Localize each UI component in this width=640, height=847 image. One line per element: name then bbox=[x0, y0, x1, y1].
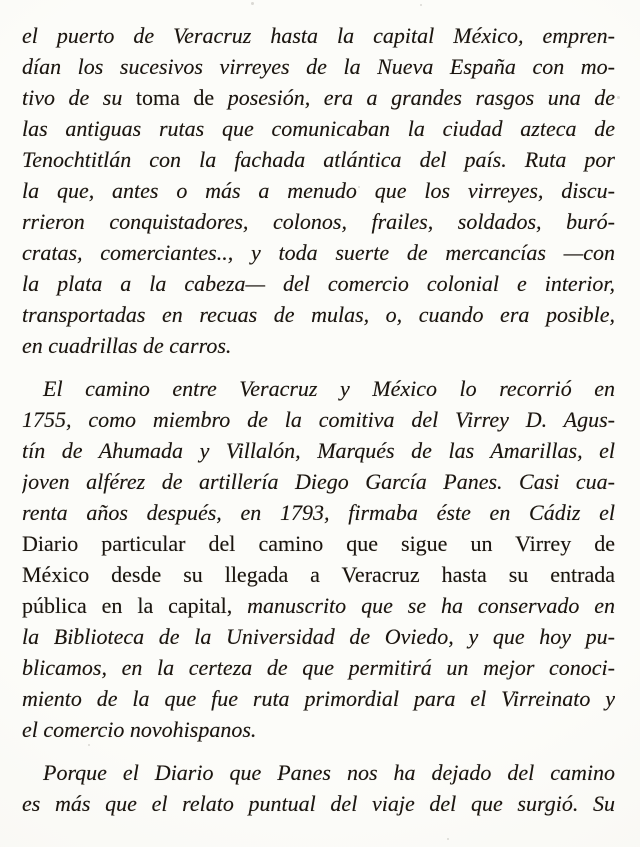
text-line bbox=[22, 590, 615, 621]
text-line bbox=[22, 51, 615, 82]
italic-text-segment: el puerto de Veracruz hasta la capital México, empren- bbox=[22, 23, 615, 48]
text-line bbox=[22, 373, 615, 404]
text-line bbox=[22, 435, 615, 466]
scan-speckle bbox=[251, 2, 254, 5]
italic-text-segment: tivo de su bbox=[22, 85, 136, 110]
text-line bbox=[22, 497, 615, 528]
italic-text-segment: transportadas en recuas de mulas, o, cuando era posible, bbox=[22, 302, 615, 327]
scan-speckle bbox=[358, 186, 360, 188]
paragraph bbox=[22, 757, 615, 819]
italic-text-segment: blicamos, en la certeza de que permitirá un mejor conoci- bbox=[22, 655, 615, 680]
roman-text-segment: pública en la capital, bbox=[22, 593, 248, 618]
text-line bbox=[22, 268, 615, 299]
text-line bbox=[22, 330, 615, 361]
roman-text-segment: toma de bbox=[135, 85, 228, 110]
text-line bbox=[22, 20, 615, 51]
roman-text-segment: México desde su llegada a Veracruz hasta su entrada bbox=[22, 562, 615, 587]
text-line bbox=[22, 82, 615, 113]
italic-text-segment: posesión, era a grandes rasgos una de bbox=[227, 85, 615, 110]
text-line bbox=[22, 621, 615, 652]
italic-text-segment: rrieron conquistadores, colonos, frailes, soldados, buró- bbox=[22, 209, 615, 234]
paragraph bbox=[22, 373, 615, 745]
scan-speckle bbox=[88, 744, 90, 746]
text-line bbox=[22, 237, 615, 268]
text-line bbox=[22, 714, 615, 745]
italic-text-segment: la que, antes o más a menudo que los virreyes, discu- bbox=[22, 178, 615, 203]
italic-text-segment: Porque el Diario que Panes nos ha dejado del camino bbox=[43, 760, 615, 785]
italic-text-segment: manuscrito que se ha conservado en bbox=[247, 593, 615, 618]
text-line bbox=[22, 757, 615, 788]
paragraph bbox=[22, 20, 615, 361]
page-text-block bbox=[22, 20, 615, 819]
text-line bbox=[22, 683, 615, 714]
text-line bbox=[22, 652, 615, 683]
text-line bbox=[22, 466, 615, 497]
italic-text-segment: las antiguas rutas que comunicaban la ciudad azteca de bbox=[22, 116, 615, 141]
italic-text-segment: Tenochtitlán con la fachada atlántica del país. Ruta por bbox=[22, 147, 615, 172]
italic-text-segment: el comercio novohispanos. bbox=[22, 717, 257, 742]
italic-text-segment: la plata a la cabeza— del comercio colonial e interior, bbox=[22, 271, 615, 296]
italic-text-segment: joven alférez de artillería Diego García Panes. Casi cua- bbox=[22, 469, 615, 494]
text-line bbox=[22, 113, 615, 144]
text-line bbox=[22, 404, 615, 435]
italic-text-segment: la Biblioteca de la Universidad de Oviedo, y que hoy pu- bbox=[22, 624, 615, 649]
italic-text-segment: 1755, como miembro de la comitiva del Virrey D. Agus- bbox=[22, 407, 615, 432]
italic-text-segment: El camino entre Veracruz y México lo recorrió en bbox=[43, 376, 615, 401]
italic-text-segment: tín de Ahumada y Villalón, Marqués de las Amarillas, el bbox=[22, 438, 615, 463]
italic-text-segment: renta años después, en 1793, firmaba éste en Cádiz el bbox=[22, 500, 615, 525]
italic-text-segment: cratas, comerciantes.., y toda suerte de mercancías —con bbox=[22, 240, 615, 265]
text-line bbox=[22, 206, 615, 237]
text-line bbox=[22, 528, 615, 559]
text-line bbox=[22, 144, 615, 175]
scan-speckle bbox=[447, 838, 449, 840]
scan-speckle bbox=[617, 96, 620, 99]
text-line bbox=[22, 559, 615, 590]
italic-text-segment: miento de la que fue ruta primordial para el Virreinato y bbox=[22, 686, 615, 711]
italic-text-segment: dían los sucesivos virreyes de la Nueva España con mo- bbox=[22, 54, 615, 79]
scan-speckle bbox=[420, 4, 422, 6]
italic-text-segment: en cuadrillas de carros. bbox=[22, 333, 232, 358]
text-line bbox=[22, 788, 615, 819]
roman-text-segment: Diario particular del camino que sigue un Virrey de bbox=[22, 531, 615, 556]
italic-text-segment: es más que el relato puntual del viaje del que surgió. Su bbox=[22, 791, 615, 816]
text-line bbox=[22, 299, 615, 330]
text-line bbox=[22, 175, 615, 206]
